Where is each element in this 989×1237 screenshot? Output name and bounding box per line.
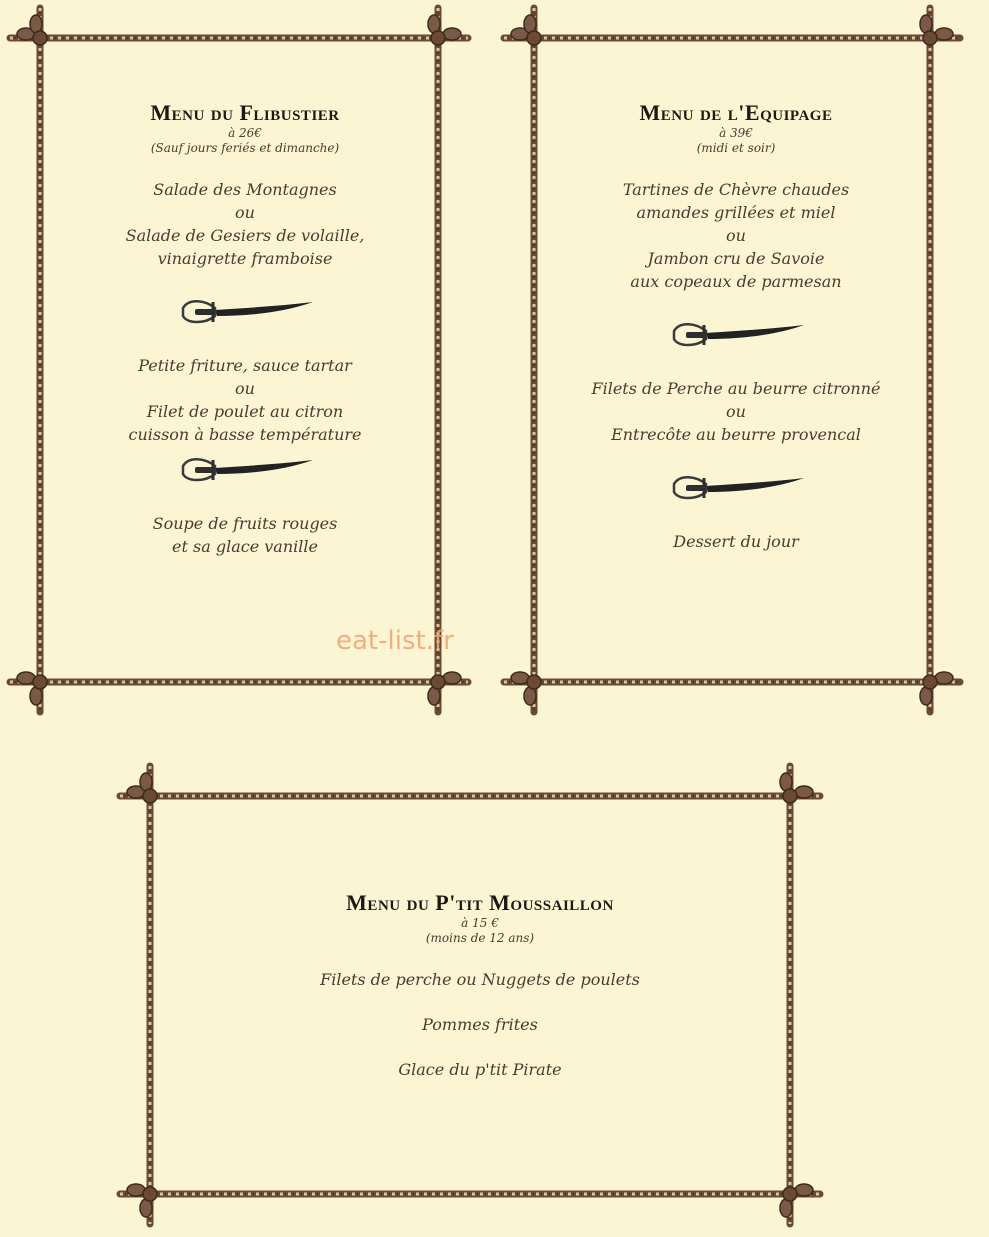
menu-equipage-content bbox=[550, 100, 922, 553]
menu-flibustier-content bbox=[60, 100, 430, 558]
rope-knot-icon bbox=[920, 672, 953, 705]
rope-knot-icon bbox=[780, 1184, 813, 1217]
menu-moussaillon-content bbox=[170, 890, 790, 1081]
dish-line: ou bbox=[726, 402, 746, 421]
dish-line: Entrecôte au beurre provencal bbox=[611, 425, 861, 444]
starters-section bbox=[550, 178, 922, 293]
menu-title: Menu du Flibustier bbox=[150, 100, 340, 125]
dish-line: Dessert du jour bbox=[673, 532, 799, 551]
dish-line: Soupe de fruits rouges bbox=[152, 514, 338, 533]
watermark: eat-list.fr bbox=[336, 626, 454, 656]
dish-line: Salade de Gesiers de volaille, bbox=[125, 226, 365, 245]
dish-line: Jambon cru de Savoie bbox=[647, 249, 825, 268]
sword-divider-icon bbox=[175, 294, 315, 330]
dish-line: ou bbox=[726, 226, 746, 245]
dish-line: Salade des Montagnes bbox=[153, 180, 337, 199]
menu-price: à 15 € bbox=[461, 916, 499, 930]
menu-note: (moins de 12 ans) bbox=[425, 931, 535, 945]
menu-note: (Sauf jours feriés et dimanche) bbox=[150, 141, 340, 155]
mains-section bbox=[60, 354, 430, 446]
starters-section bbox=[60, 178, 430, 270]
desserts-section bbox=[60, 512, 430, 558]
menu-note: (midi et soir) bbox=[696, 141, 776, 155]
mains-section bbox=[550, 377, 922, 446]
dish-line: ou bbox=[235, 379, 255, 398]
dish-line: cuisson à basse température bbox=[128, 425, 362, 444]
menu-title: Menu du P'tit Moussaillon bbox=[346, 890, 614, 915]
dish-line: aux copeaux de parmesan bbox=[630, 272, 842, 291]
rope-knot-icon bbox=[428, 672, 461, 705]
dish-line: vinaigrette framboise bbox=[157, 249, 333, 268]
sword-divider-icon bbox=[175, 452, 315, 488]
menu-card-flibustier bbox=[0, 0, 480, 725]
dish-line: ou bbox=[235, 203, 255, 222]
dish-line: Pommes frites bbox=[422, 1015, 538, 1034]
menu-price: à 39€ bbox=[719, 126, 753, 140]
menu-card-equipage bbox=[494, 0, 974, 725]
menu-title: Menu de l'Equipage bbox=[639, 100, 833, 125]
dish-line: Glace du p'tit Pirate bbox=[398, 1060, 562, 1079]
menu-price: à 26€ bbox=[228, 126, 262, 140]
dish-line: amandes grillées et miel bbox=[636, 203, 836, 222]
menu-card-moussaillon bbox=[110, 760, 850, 1237]
dish-line: et sa glace vanille bbox=[172, 537, 318, 556]
desserts-section bbox=[550, 530, 922, 553]
dish-line: Filets de Perche au beurre citronné bbox=[591, 379, 881, 398]
dish-line: Petite friture, sauce tartar bbox=[138, 356, 352, 375]
sword-divider-icon bbox=[666, 317, 806, 353]
dish-line: Filets de perche ou Nuggets de poulets bbox=[320, 970, 640, 989]
sword-divider-icon bbox=[666, 470, 806, 506]
dish-line: Filet de poulet au citron bbox=[146, 402, 344, 421]
dish-line: Tartines de Chèvre chaudes bbox=[622, 180, 850, 199]
